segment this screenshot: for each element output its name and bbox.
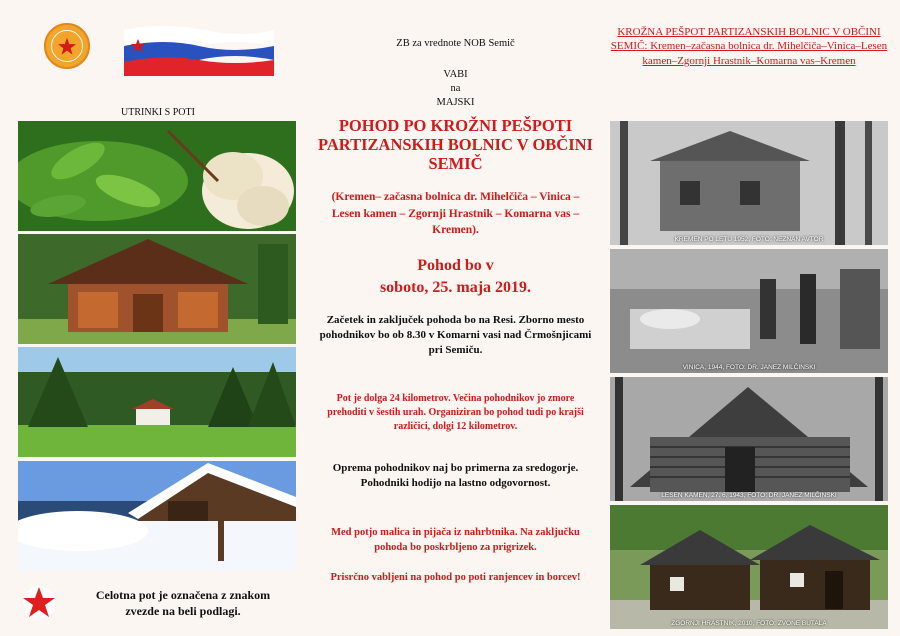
meadow-forest-photo — [18, 347, 296, 457]
rowan-blossom-photo — [18, 121, 296, 231]
invite-line-1: VABI — [443, 69, 468, 80]
equipment-info: Oprema pohodnikov naj bo primerna za sredogorje. Pohodniki hodijo na lastno odgovornost. — [332, 462, 579, 490]
invite-line-2: na — [450, 83, 461, 95]
closing-text: Prisrčno vabljeni na pohod po poti ranjencev in borcev! — [330, 572, 581, 583]
photo-caption-2: VINICA, 1944, FOTO: DR. JANEZ MILČINSKI — [682, 364, 816, 371]
lesen-kamen-photo — [610, 377, 888, 501]
zgornji-hrastnik-photo — [610, 505, 888, 629]
start-info: Začetek in zaključek pohoda bo na Resi. Zborno mesto pohodnikov bo ob 8.30 v Komarni vasi nad Črmošnjicami pri Semiču. — [319, 314, 592, 357]
distance-info: Pot je dolga 24 kilometrov. Večina pohodnikov jo zmore prehoditi v šestih urah. Organiziran bo pohod tudi po krajši različici, dolgi 12 kilometrov. — [327, 393, 584, 432]
wooden-hut-photo — [18, 234, 296, 344]
vinica-photo — [610, 249, 888, 373]
invite-line-3: MAJSKI — [436, 97, 475, 109]
photo-caption-1: KREMEN PO LETU 1952, FOTO: NEZNAN AVTOR — [674, 236, 824, 243]
snowy-cabin-photo — [18, 461, 296, 571]
red-star-icon — [22, 585, 56, 619]
date-line-1: Pohod bo v — [417, 257, 494, 274]
left-column-title: UTRINKI S POTI — [121, 107, 195, 118]
slovenian-partisan-flag-icon — [124, 24, 274, 76]
invite-block — [318, 68, 593, 111]
photo-caption-4: ZGORNJI HRASTNIK, 2010, FOTO: ZVONE BUTALA — [671, 620, 827, 627]
route-description: (Kremen– začasna bolnica dr. Mihelčiča – Vinica – Lesen kamen – Zgornji Hrastnik – Komarna vas – Kremen). — [331, 191, 580, 237]
event-title: POHOD PO KROŽNI PEŠPOTI PARTIZANSKIH BOLNIC V OBČINI SEMIČ — [318, 116, 593, 173]
kremen-photo — [610, 121, 888, 245]
photo-caption-3: LESEN KAMEN, 27. 6. 1943, FOTO: DR. JANEZ MILČINSKI — [661, 492, 837, 499]
trail-title: KROŽNA PEŠPOT PARTIZANSKIH BOLNIC V OBČINI SEMIČ: Kremen–začasna bolnica dr. Mihelčiča–Vinica–Lesen kamen–Zgornji Hrastnik–Komarna vas–Kremen — [610, 26, 888, 67]
food-info: Med potjo malica in pijača iz nahrbtnika. Na zaključku pohoda bo poskrbljeno za prigrizek. — [331, 527, 580, 554]
trail-marking-note: Celotna pot je označena z znakom zvezde na beli podlagi. — [95, 588, 271, 618]
organization-name: ZB za vrednote NOB Semič — [396, 38, 515, 49]
date-line-2: soboto, 25. maja 2019. — [379, 278, 532, 296]
event-date — [318, 255, 593, 298]
zb-nob-logo-icon — [44, 23, 90, 69]
